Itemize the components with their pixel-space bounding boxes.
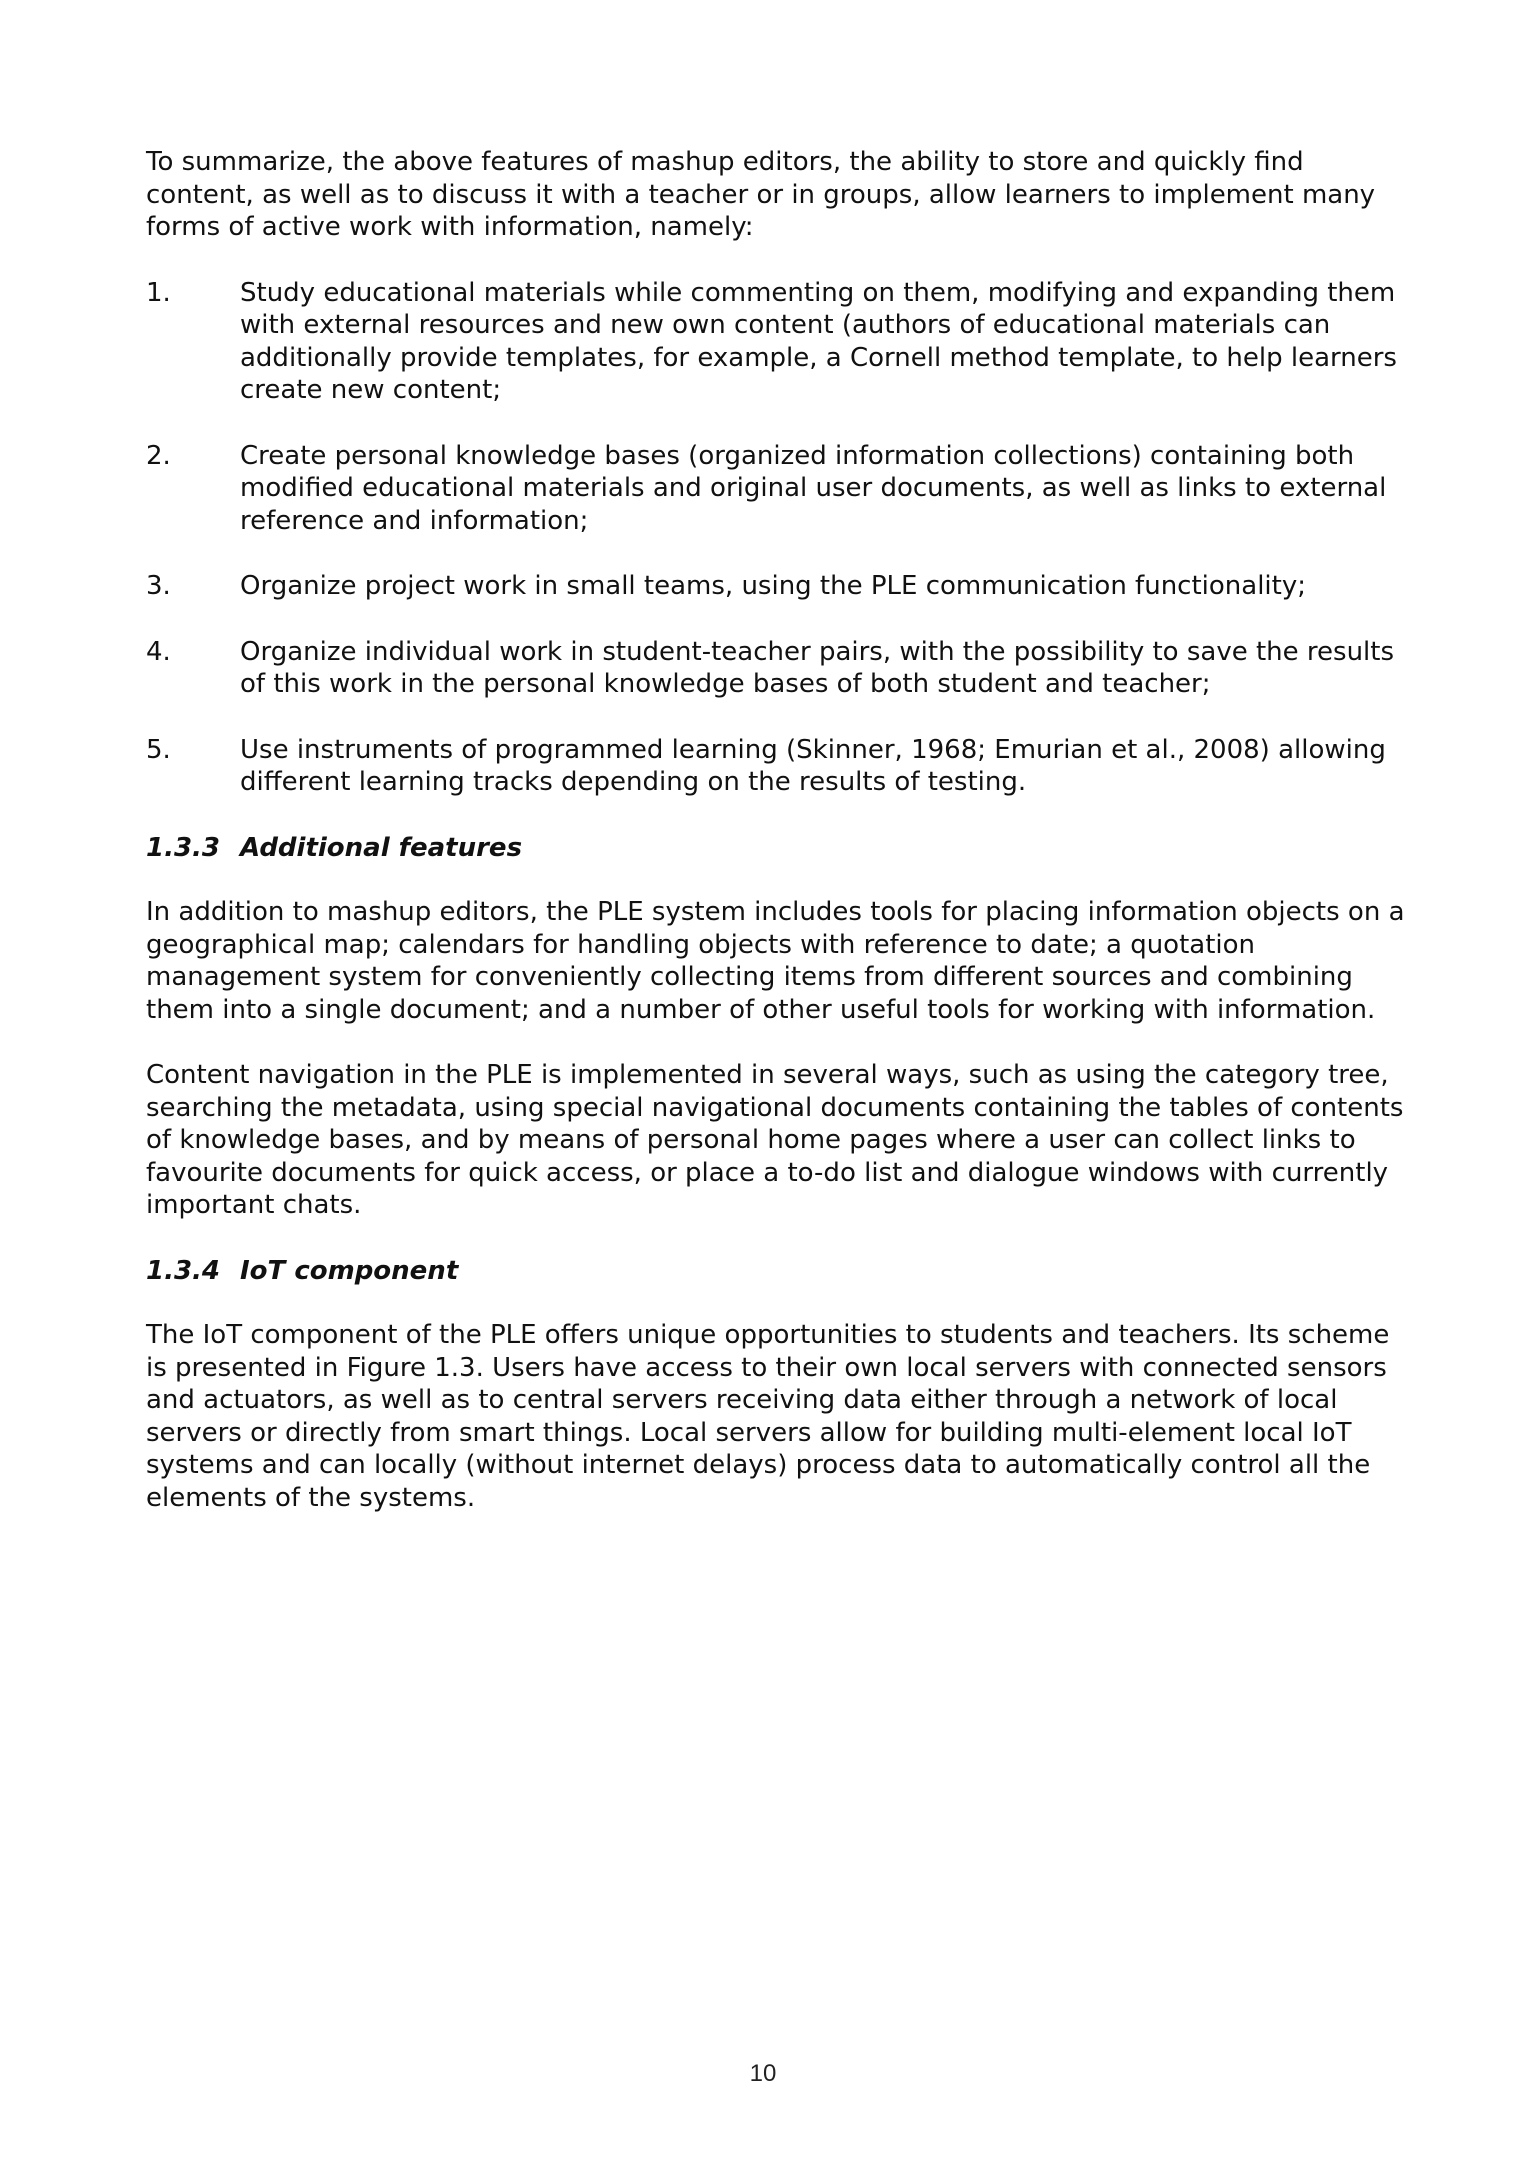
intro-paragraph: To summarize, the above features of mashup editors, the ability to store and quickly find content, as well as to discuss it with a teacher or in groups, allow learners to implement many forms of active work with information, namely: xyxy=(146,147,1376,242)
list-item-number: 4. xyxy=(146,636,171,667)
list-item xyxy=(146,570,1406,603)
list-item-number: 2. xyxy=(146,440,171,471)
list-item-text: Organize project work in small teams, using the PLE communication functionality; xyxy=(240,571,1306,601)
section-number: 1.3.4 xyxy=(146,1255,221,1286)
list-item xyxy=(146,734,1406,799)
body-paragraph: In addition to mashup editors, the PLE system includes tools for placing information objects on a geographical map; calendars for handling objects with reference to date; a quotation management system for conveniently collecting items from different sources and combining them into a single document; and a number of other useful tools for working with information. xyxy=(146,897,1405,1025)
section-title: Additional features xyxy=(240,832,523,863)
section-heading-iot-component xyxy=(146,1255,1406,1288)
list-item-number: 1. xyxy=(146,277,171,308)
section-number: 1.3.3 xyxy=(146,832,221,863)
body-paragraph: Content navigation in the PLE is implemented in several ways, such as using the category tree, searching the metadata, using special navigational documents containing the tables of contents of knowledge bases, and by means of personal home pages where a user can collect links to favourite documents for quick access, or place a to-do list and dialogue windows with currently important chats. xyxy=(146,1060,1404,1220)
list-item xyxy=(146,440,1406,538)
list-item-text: Create personal knowledge bases (organized information collections) containing both modified educational materials and original user documents, as well as links to external reference and information; xyxy=(240,440,1387,536)
page-number: 10 xyxy=(749,2060,777,2087)
list-item-text: Organize individual work in student-teacher pairs, with the possibility to save the results of this work in the personal knowledge bases of both student and teacher; xyxy=(240,636,1395,699)
document-page xyxy=(146,146,1406,1547)
list-item-text: Use instruments of programmed learning (Skinner, 1968; Emurian et al., 2008) allowing different learning tracks depending on the results of testing. xyxy=(240,734,1386,797)
list-item-text: Study educational materials while commenting on them, modifying and expanding them with external resources and new own content (authors of educational materials can additionally provide templates, for example, a Cornell method template, to help learners create new content; xyxy=(240,277,1397,405)
list-item xyxy=(146,277,1406,407)
section-heading-additional-features xyxy=(146,832,1406,865)
section-title: IoT component xyxy=(240,1255,459,1286)
list-item-number: 5. xyxy=(146,734,171,765)
list-item-number: 3. xyxy=(146,571,171,601)
body-paragraph: The IoT component of the PLE offers unique opportunities to students and teachers. Its scheme is presented in Figure 1.3. Users have access to their own local servers with connected sensors and actuators, as well as to central servers receiving data either through a network of local servers or directly from smart things. Local servers allow for building multi-element local IoT systems and can locally (without internet delays) process data to automatically control all the elements of the systems. xyxy=(146,1320,1390,1513)
active-work-list xyxy=(146,277,1406,799)
list-item xyxy=(146,636,1406,701)
